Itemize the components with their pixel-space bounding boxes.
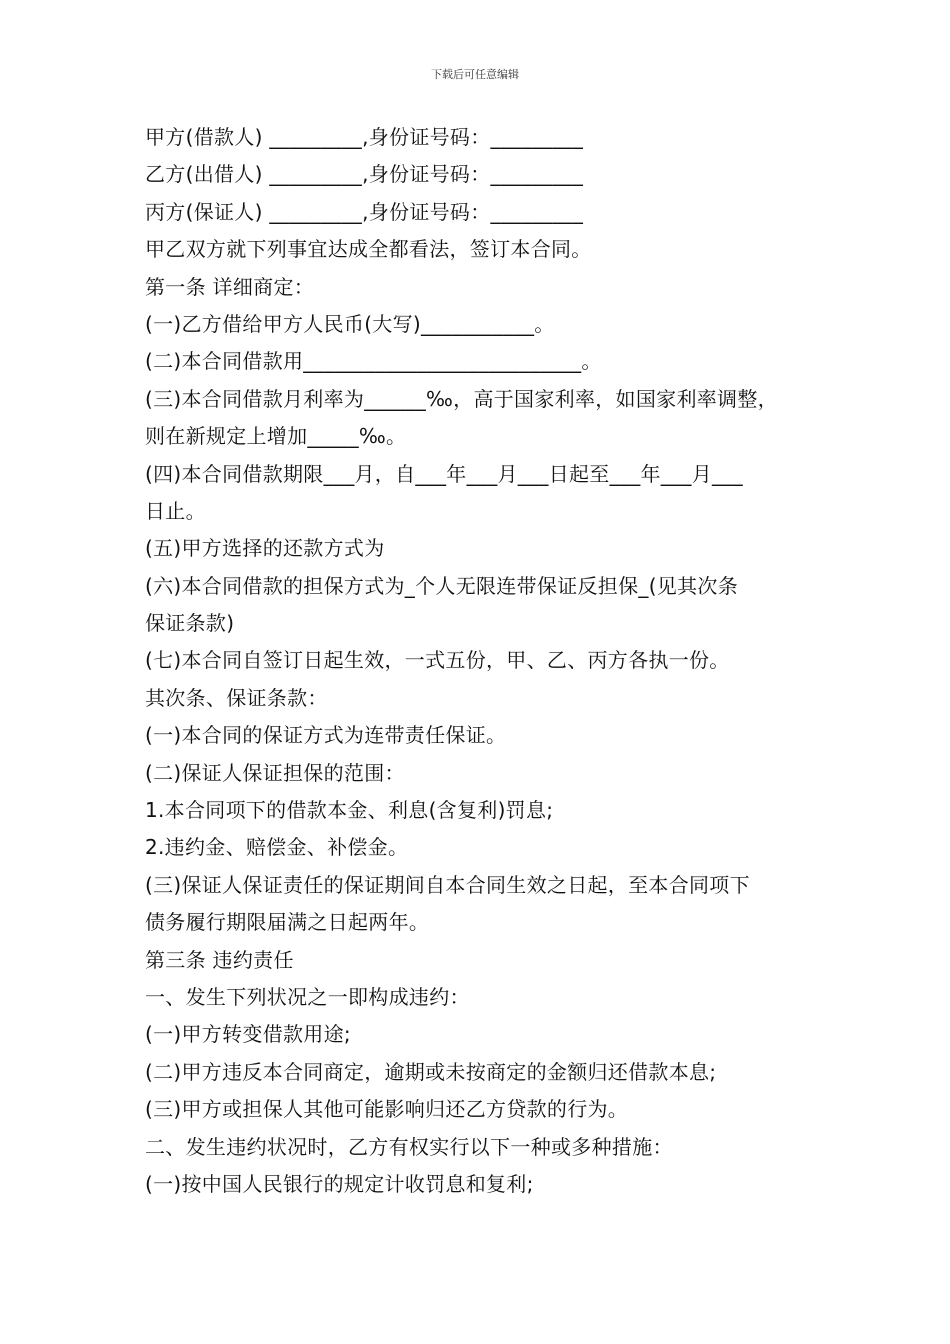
clause-2-3-cont: 债务履行期限届满之日起两年。 <box>145 910 430 935</box>
clause-2-2-item-2: 2.违约金、赔偿金、补偿金。 <box>145 835 409 860</box>
party-a-line: 甲方(借款人) _________,身份证号码：_________ <box>145 125 584 149</box>
clause-1-4-cont: 日止。 <box>145 498 206 523</box>
breach-section-2: 二、发生违约状况时，乙方有权实行以下一种或多种措施： <box>145 1134 673 1159</box>
clause-1-6-cont: 保证条款) <box>145 611 235 636</box>
clause-1-3-cont: 则在新规定上增加_____‰。 <box>145 424 407 449</box>
clause-2-3: (三)保证人保证责任的保证期间自本合同生效之日起，至本合同项下 <box>145 872 750 897</box>
clause-1-4: (四)本合同借款期限___月，自___年___月___日起至___年___月___ <box>145 461 743 486</box>
clause-2-2: (二)保证人保证担保的范围： <box>145 760 405 785</box>
breach-item-2: (二)甲方违反本合同商定，逾期或未按商定的金额归还借款本息; <box>145 1059 717 1084</box>
remedy-item-1: (一)按中国人民银行的规定计收罚息和复利; <box>145 1171 534 1196</box>
clause-2-2-item-1: 1.本合同项下的借款本金、利息(含复利)罚息; <box>145 798 554 823</box>
clause-1-2: (二)本合同借款用___________________________。 <box>145 349 602 374</box>
clause-1-5: (五)甲方选择的还款方式为 <box>145 536 385 561</box>
article-2-heading: 其次条、保证条款： <box>145 685 328 710</box>
article-1-heading: 第一条 详细商定： <box>145 274 315 299</box>
clause-1-6: (六)本合同借款的担保方式为_个人无限连带保证反担保_(见其次条 <box>145 573 739 598</box>
clause-1-7: (七)本合同自签订日起生效，一式五份，甲、乙、丙方各执一份。 <box>145 648 730 673</box>
page-header: 下载后可任意编辑 <box>431 68 519 81</box>
clause-1-3: (三)本合同借款月利率为______‰，高于国家利率，如国家利率调整， <box>145 386 778 411</box>
party-c-line: 丙方(保证人) _________,身份证号码：_________ <box>145 199 584 224</box>
agreement-intro: 甲乙双方就下列事宜达成全都看法，签订本合同。 <box>145 237 592 262</box>
breach-section-1: 一、发生下列状况之一即构成违约： <box>145 984 470 1009</box>
breach-item-1: (一)甲方转变借款用途; <box>145 1022 351 1047</box>
clause-1-1: (一)乙方借给甲方人民币(大写)___________。 <box>145 311 555 336</box>
contract-body <box>145 119 825 1203</box>
clause-2-1: (一)本合同的保证方式为连带责任保证。 <box>145 723 507 748</box>
breach-item-3: (三)甲方或担保人其他可能影响归还乙方贷款的行为。 <box>145 1097 629 1122</box>
party-b-line: 乙方(出借人) _________,身份证号码：_________ <box>145 162 584 187</box>
article-3-heading: 第三条 违约责任 <box>145 947 294 972</box>
